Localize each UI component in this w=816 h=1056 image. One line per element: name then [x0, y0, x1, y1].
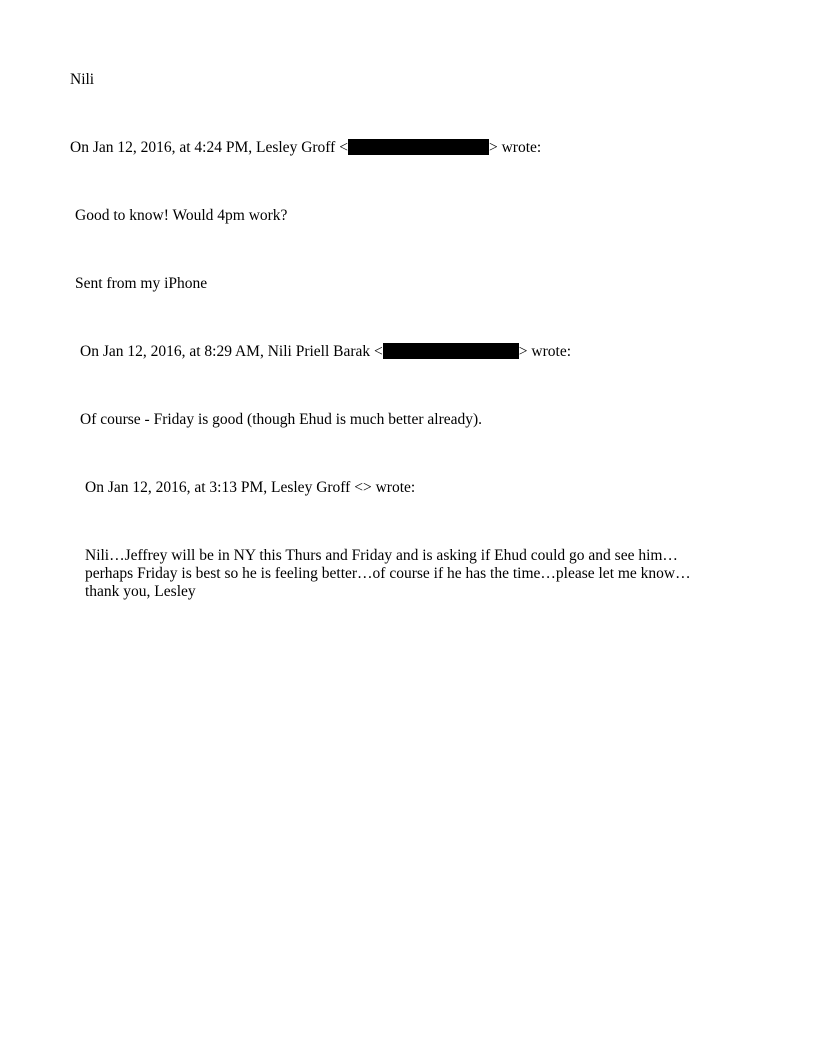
reply-body-3 [85, 547, 691, 601]
reply-header-1 [70, 139, 541, 157]
reply-header-2-suffix: > wrote: [518, 343, 572, 360]
redacted-email-2 [383, 343, 519, 359]
reply-header-3-suffix: > wrote: [362, 479, 416, 496]
signature: Nili [70, 71, 95, 88]
reply-header-3-prefix: On Jan 12, 2016, at 3:13 PM, Lesley Groff < [85, 479, 363, 496]
reply-header-1-prefix: On Jan 12, 2016, at 4:24 PM, Lesley Groff < [70, 139, 348, 156]
reply-body-2: Of course - Friday is good (though Ehud is much better already). [80, 411, 483, 428]
reply-body-3-line: perhaps Friday is best so he is feeling better…of course if he has the time…please let me know… [85, 565, 691, 582]
reply-body-3-line: thank you, Lesley [85, 583, 196, 600]
reply-header-1-suffix: > wrote: [488, 139, 542, 156]
reply-header-2-prefix: On Jan 12, 2016, at 8:29 AM, Nili Priell Barak < [80, 343, 383, 360]
reply-body-1: Good to know! Would 4pm work? [75, 207, 288, 224]
redacted-email-1 [348, 139, 489, 155]
sent-from-line: Sent from my iPhone [75, 275, 208, 292]
reply-header-2 [80, 343, 571, 361]
reply-header-3 [85, 479, 415, 497]
reply-body-3-line: Nili…Jeffrey will be in NY this Thurs and Friday and is asking if Ehud could go and see him… [85, 547, 678, 564]
